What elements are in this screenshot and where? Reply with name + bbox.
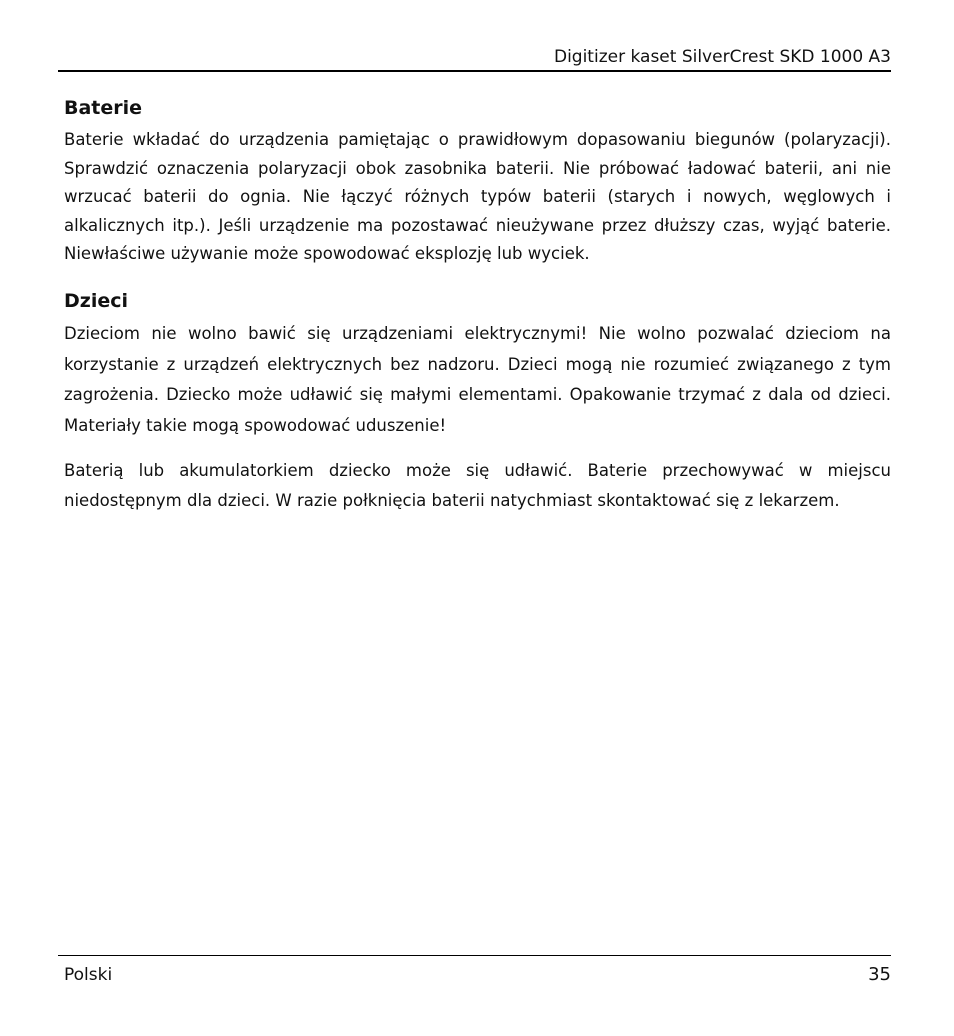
paragraph-children: Dzieciom nie wolno bawić się urządzeniami elektrycznymi! Nie wolno pozwalać dzieciom na korzystanie z urządzeń elektrycznych bez nadzoru. Dzieci mogą nie rozumieć związanego z tym zagrożenia. Dziecko może udławić się małymi elementami. Opakowanie trzymać z dala od dzieci. Materiały takie mogą spowodować uduszenie!: [64, 323, 891, 436]
paragraph-batteries: Baterie wkładać do urządzenia pamiętając o prawidłowym dopasowaniu biegunów (polaryzacji). Sprawdzić oznaczenia polaryzacji obok zasobnika baterii. Nie próbować ładować baterii, ani nie wrzucać baterii do ognia. Nie łączyć różnych typów baterii (starych i nowych, węglowych i alkalicznych itp.). Jeśli urządzenie ma pozostawać nieużywane przez dłuższy czas, wyjąć baterie. Niewłaściwe używanie może spowodować eksplozję lub wyciek.: [64, 130, 891, 264]
page-footer: [58, 955, 891, 995]
footer-language: Polski: [64, 965, 113, 985]
page-number: 35: [868, 964, 891, 985]
page-content: [64, 94, 891, 517]
page-header: [58, 46, 891, 72]
heading-batteries: Baterie: [64, 97, 143, 119]
document-title: Digitizer kaset SilverCrest SKD 1000 A3: [553, 47, 891, 67]
paragraph-battery-swallowing: Baterią lub akumulatorkiem dziecko może się udławić. Baterie przechowywać w miejscu niedostępnym dla dzieci. W razie połknięcia baterii natychmiast skontaktować się z lekarzem.: [64, 460, 891, 511]
heading-children: Dzieci: [64, 289, 129, 312]
